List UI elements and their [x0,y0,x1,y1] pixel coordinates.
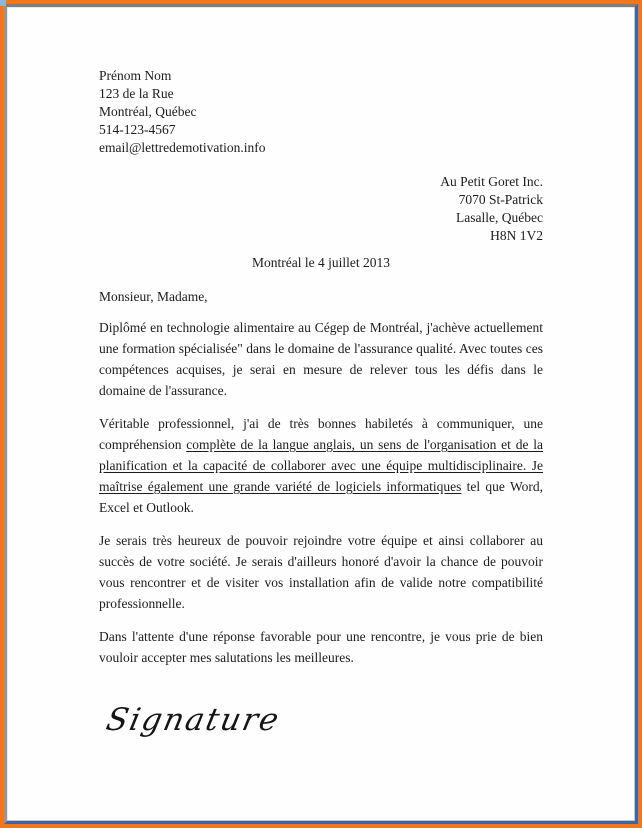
recipient-block [99,173,543,245]
paragraph-closing: Dans l'attente d'une réponse favorable pour une rencontre, je vous prie de bien vouloir accepter mes salutations les meilleures. [99,629,543,665]
sender-name: Prénom Nom [99,68,172,83]
sender-phone: 514-123-4567 [99,122,176,137]
salutation: Monsieur, Madame, [99,289,208,304]
paragraph-intro: Diplômé en technologie alimentaire au Cégep de Montréal, j'achève actuellement une formation spécialisée" dans le domaine de l'assurance qualité. Avec toutes ces compétences acquises, je serai en mesure de relever tous les défis dans le domaine de l'assurance. [99,320,543,398]
paragraph-skills-end: tel que Word, Excel et Outlook. [99,479,543,515]
recipient-company: Au Petit Goret Inc. [440,174,543,189]
recipient-city: Lasalle, Québec [456,210,543,225]
paragraph-skills-start: Véritable professionnel, j'ai de très bonnes habiletés à communiquer, une compréhension [99,416,543,452]
date-line: Montréal le 4 juillet 2013 [252,255,390,270]
recipient-street: 7070 St-Patrick [458,192,543,207]
selection-handle-top-left-icon [0,0,6,6]
sender-email: email@lettredemotivation.info [99,140,266,155]
paragraph-skills-underlined: complète de la langue anglais, un sens de l'organisation et de la planification et la capacité de collaborer avec une équipe multidisciplinaire. Je maîtrise également une grande variété de logiciels informatiques [99,437,543,494]
letter-content [7,7,635,768]
letter-inner-frame [4,4,638,824]
recipient-postal-code: H8N 1V2 [490,228,543,243]
paragraph-motivation: Je serais très heureux de pouvoir rejoindre votre équipe et ainsi collaborer au succès de votre société. Je serais d'ailleurs honoré d'avoir la chance de pouvoir vous rencontrer et de visiter vos installation afin de valide notre compatibilité professionnelle. [99,533,543,611]
sender-block [99,67,543,157]
paragraph-skills [99,413,543,518]
sender-street: 123 de la Rue [99,86,174,101]
signature: Signature [103,702,284,738]
sender-city: Montréal, Québec [99,104,197,119]
